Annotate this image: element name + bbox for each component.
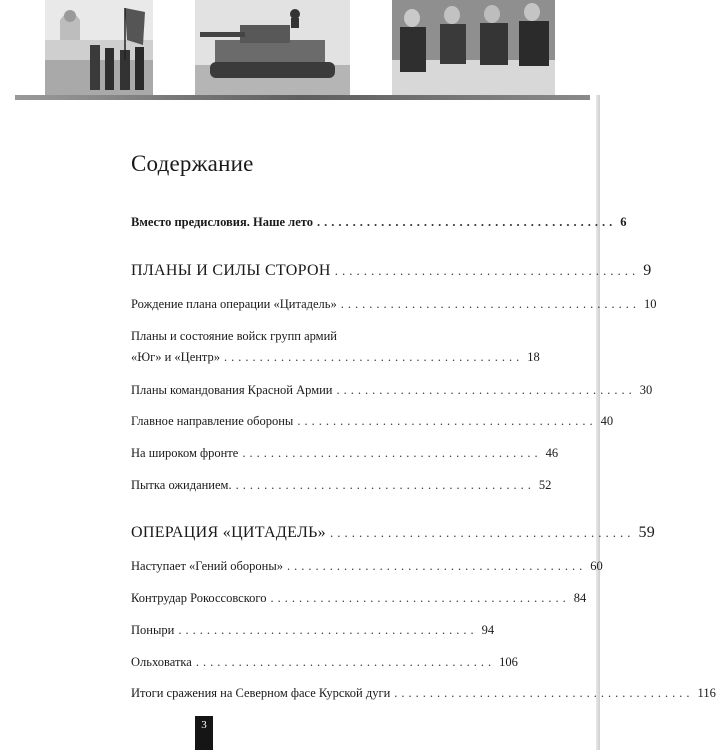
leader-dots: .......................................... xyxy=(287,559,587,573)
toc-entry-page: 6 xyxy=(620,215,627,229)
leader-dots: .......................................... xyxy=(336,383,636,397)
toc-entry-page: 116 xyxy=(697,686,716,700)
leader-dots: .......................................... xyxy=(394,686,694,700)
toc-section-part1[interactable] xyxy=(131,262,652,280)
toc-entry[interactable] xyxy=(131,446,559,461)
leader-dots: .......................................... xyxy=(316,215,617,229)
toc-section-page: 9 xyxy=(643,262,652,279)
toc-entry-label: Планы командования Красной Армии xyxy=(131,383,333,397)
toc-entry[interactable] xyxy=(131,414,614,429)
toc-section-label: ОПЕРАЦИЯ «ЦИТАДЕЛЬ» xyxy=(131,524,326,541)
toc-entry-label: Главное направление обороны xyxy=(131,414,294,428)
leader-dots: .......................................... xyxy=(270,591,570,605)
toc-entry[interactable] xyxy=(131,478,552,493)
leader-dots: .......................................... xyxy=(242,446,542,460)
toc-entry-page: 18 xyxy=(527,350,540,364)
toc-entry[interactable] xyxy=(131,623,495,638)
toc-entry-page: 94 xyxy=(481,623,495,637)
toc-entry-label: На широком фронте xyxy=(131,446,239,460)
toc-entry[interactable] xyxy=(131,655,518,670)
leader-dots: .......................................... xyxy=(334,263,640,278)
toc-entry[interactable] xyxy=(131,686,716,701)
toc-entry-label: Вместо предисловия. Наше лето xyxy=(131,215,313,229)
toc-section-page: 59 xyxy=(638,524,656,541)
toc-entry[interactable] xyxy=(131,350,540,365)
toc-entry-label: Итоги сражения на Северном фасе Курской дуги xyxy=(131,686,391,700)
toc-entry-page: 84 xyxy=(573,591,587,605)
toc-entry-page: 106 xyxy=(499,655,518,669)
toc-entry-label: Ольховатка xyxy=(131,655,192,669)
toc-entry-label: Наступает «Гений обороны» xyxy=(131,559,284,573)
toc-section-part2[interactable] xyxy=(131,524,656,542)
leader-dots: .......................................... xyxy=(195,655,496,669)
toc-entry-label: Поныри xyxy=(131,623,175,637)
leader-dots: .......................................... xyxy=(340,297,640,311)
toc-entry-page: 30 xyxy=(639,383,653,397)
toc-entry-label: «Юг» и «Центр» xyxy=(131,350,221,364)
leader-dots: .......................................... xyxy=(235,478,535,492)
toc-entry-foreword[interactable] xyxy=(131,215,627,230)
toc-entry[interactable] xyxy=(131,591,587,606)
toc-entry-label-line1[interactable]: Планы и состояние войск групп армий xyxy=(131,329,337,343)
toc-entry[interactable] xyxy=(131,297,657,312)
toc-entry-page: 10 xyxy=(643,297,657,311)
toc-entry[interactable] xyxy=(131,383,653,398)
toc-entry-page: 60 xyxy=(590,559,603,573)
toc-entry-page: 40 xyxy=(600,414,614,428)
page-title: Содержание xyxy=(131,151,254,176)
page-number: 3 xyxy=(195,716,213,750)
toc-entry-label: Пытка ожиданием. xyxy=(131,478,232,492)
toc-section-label: ПЛАНЫ И СИЛЫ СТОРОН xyxy=(131,262,331,279)
toc-entry-label: Контрудар Рокоссовского xyxy=(131,591,267,605)
leader-dots: .......................................... xyxy=(329,525,635,540)
leader-dots: .......................................... xyxy=(178,623,478,637)
toc-entry-label: Рождение плана операции «Цитадель» xyxy=(131,297,337,311)
leader-dots: .......................................... xyxy=(297,414,597,428)
toc-entry[interactable] xyxy=(131,559,603,574)
leader-dots: .......................................... xyxy=(224,350,524,364)
toc-entry-page: 52 xyxy=(538,478,552,492)
toc-entry-page: 46 xyxy=(545,446,559,460)
